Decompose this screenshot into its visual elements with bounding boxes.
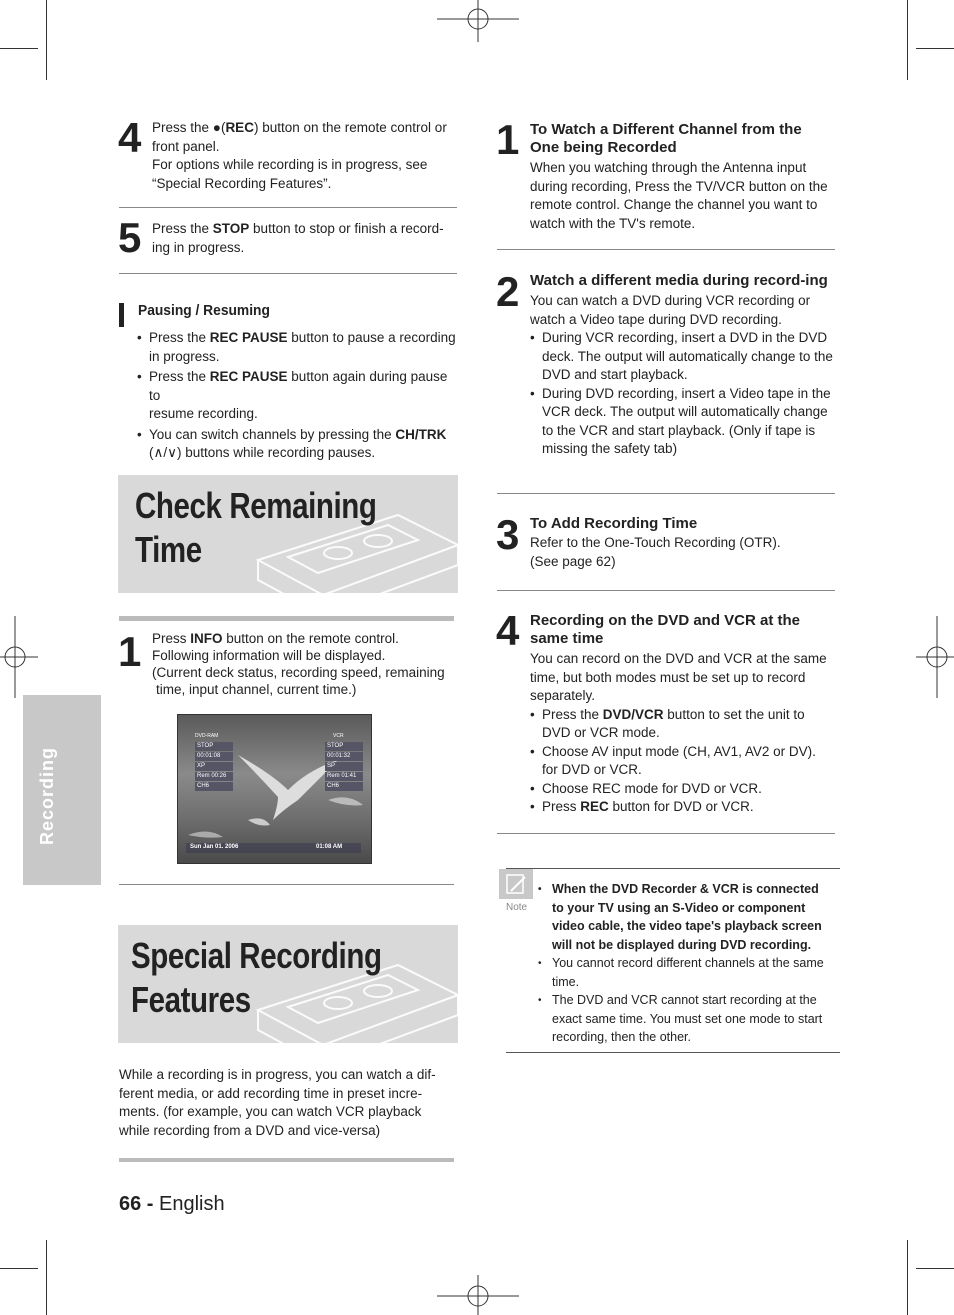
pencil-note-icon bbox=[499, 869, 533, 899]
r2-block bbox=[530, 272, 835, 459]
side-tab-label: Recording bbox=[37, 746, 57, 845]
crop-mark bbox=[907, 1240, 908, 1315]
osd-date: Sun Jan 01. 2006 bbox=[190, 844, 239, 850]
section-heading: Pausing / Resuming bbox=[138, 302, 270, 319]
list-item: • When the DVD Recorder & VCR is connected to your TV using an S-Video or component video cable, the video tape's playback screen will not be displayed during DVD recording. bbox=[538, 880, 833, 954]
pausing-list bbox=[137, 329, 459, 463]
r1-heading: To Watch a Different Channel from the One being Recorded bbox=[530, 121, 802, 156]
registration-mark-top bbox=[437, 0, 519, 42]
list-item: • Press REC button for DVD or VCR. bbox=[530, 798, 835, 817]
section-marker bbox=[119, 303, 124, 327]
divider bbox=[119, 1158, 454, 1162]
divider bbox=[497, 493, 835, 494]
section-title-box bbox=[118, 925, 458, 1043]
list-item: • During VCR recording, insert a DVD in the DVD deck. The output will automatically change to the DVD and start playback. bbox=[530, 329, 835, 385]
step-number: 5 bbox=[118, 214, 140, 261]
divider bbox=[506, 868, 840, 869]
r4-body: You can record on the DVD and VCR at the same time, but both modes must be set up to record separately. bbox=[530, 651, 827, 703]
crop-mark bbox=[916, 1268, 954, 1269]
step-number: 4 bbox=[118, 114, 140, 161]
list-item: • Choose AV input mode (CH, AV1, AV2 or DV). for DVD or VCR. bbox=[530, 743, 835, 780]
record-dot-icon: ● bbox=[212, 120, 221, 135]
step4-text: Press the ●(REC) button on the remote control or front panel. For options while recording is in progress, see “Special Recording Features”. bbox=[152, 120, 447, 191]
divider bbox=[497, 833, 835, 834]
list-item: • You cannot record different channels at the same time. bbox=[538, 954, 833, 991]
r2-body: You can watch a DVD during VCR recording or watch a Video tape during DVD recording. bbox=[530, 293, 811, 327]
divider bbox=[497, 249, 835, 250]
list-item: • The DVD and VCR cannot start recording at the exact same time. You must set one mode to start recording, then the other. bbox=[538, 991, 833, 1047]
crop-mark bbox=[907, 0, 908, 80]
divider bbox=[119, 884, 454, 885]
registration-mark-right bbox=[916, 616, 954, 698]
r1-body: When you watching through the Antenna input during recording, Press the TV/VCR button on the remote control. Change the channel you want to watch with the TV's remote. bbox=[530, 160, 828, 231]
step5-text: Press the STOP button to stop or finish a record- ing in progress. bbox=[152, 221, 444, 255]
r4-block bbox=[530, 612, 835, 817]
list-item: • During DVD recording, insert a Video tape in the VCR deck. The output will automatically change to the VCR and start playback. (Only if tape is missing the safety tab) bbox=[530, 385, 835, 459]
osd-screenshot bbox=[177, 714, 372, 864]
r3-heading: To Add Recording Time bbox=[530, 515, 698, 532]
note-icon-box bbox=[499, 869, 533, 899]
page-footer bbox=[119, 1193, 225, 1216]
r3-block: To Add Recording Time Refer to the One-Touch Recording (OTR). (See page 62) bbox=[530, 515, 835, 571]
crop-mark bbox=[46, 0, 47, 80]
crop-mark bbox=[0, 48, 38, 49]
page-number: 66 - bbox=[119, 1193, 154, 1215]
section-title: Check Remaining Time bbox=[135, 485, 377, 570]
list-item: • You can switch channels by pressing the CH/TRK (∧/∨) buttons while recording pauses. bbox=[137, 426, 459, 463]
side-tab bbox=[23, 695, 101, 885]
crop-mark bbox=[916, 48, 954, 49]
list-item: • Press the REC PAUSE button to pause a recording in progress. bbox=[137, 329, 459, 366]
note-label: Note bbox=[506, 902, 528, 913]
osd-status-bar bbox=[186, 843, 361, 853]
step1-text: Press INFO button on the remote control. Following information will be displayed. (Current deck status, recording speed, remaining time, input channel, current time.) bbox=[152, 631, 445, 697]
osd-time: 01:08 AM bbox=[316, 844, 343, 850]
language-label: English bbox=[159, 1193, 225, 1215]
registration-mark-left bbox=[0, 616, 38, 698]
vcr-label: VCR bbox=[333, 733, 344, 739]
divider bbox=[119, 207, 457, 208]
r1-block bbox=[530, 121, 835, 233]
dvd-label: DVD-RAM bbox=[195, 733, 219, 739]
vcr-osd: STOP 00:01:32 SP Rem 01:41 CH6 bbox=[325, 742, 363, 791]
crop-mark bbox=[0, 1268, 38, 1269]
step-number: 1 bbox=[118, 628, 140, 675]
dvd-osd: STOP 00:01:08 XP Rem 00:26 CH6 bbox=[195, 742, 233, 791]
section-title: Features bbox=[131, 979, 251, 1020]
list-item: • Press the DVD/VCR button to set the unit to DVD or VCR mode. bbox=[530, 706, 835, 743]
step-number: 1 bbox=[496, 116, 518, 163]
list-item: • Press the REC PAUSE button again during pause to resume recording. bbox=[137, 368, 459, 424]
step-number: 4 bbox=[496, 607, 518, 654]
intro-paragraph: While a recording is in progress, you can watch a dif-ferent media, or add recording time in preset incre-ments. (for example, you can watch VCR playback while recording from a DVD and vice-versa) bbox=[119, 1067, 436, 1138]
divider bbox=[119, 616, 454, 621]
r2-heading: Watch a different media during record-ing bbox=[530, 272, 828, 289]
r4-heading: Recording on the DVD and VCR at the same time bbox=[530, 612, 801, 647]
divider bbox=[506, 1052, 840, 1053]
registration-mark-bottom bbox=[437, 1275, 519, 1315]
note-content bbox=[538, 880, 833, 1047]
step-number: 3 bbox=[496, 511, 518, 558]
step-number: 2 bbox=[496, 268, 518, 315]
section-title: Special Recording bbox=[131, 935, 382, 976]
section-title-box bbox=[118, 475, 458, 593]
divider bbox=[497, 590, 835, 591]
list-item: • Choose REC mode for DVD or VCR. bbox=[530, 780, 835, 799]
divider bbox=[119, 273, 457, 274]
crop-mark bbox=[46, 1240, 47, 1315]
